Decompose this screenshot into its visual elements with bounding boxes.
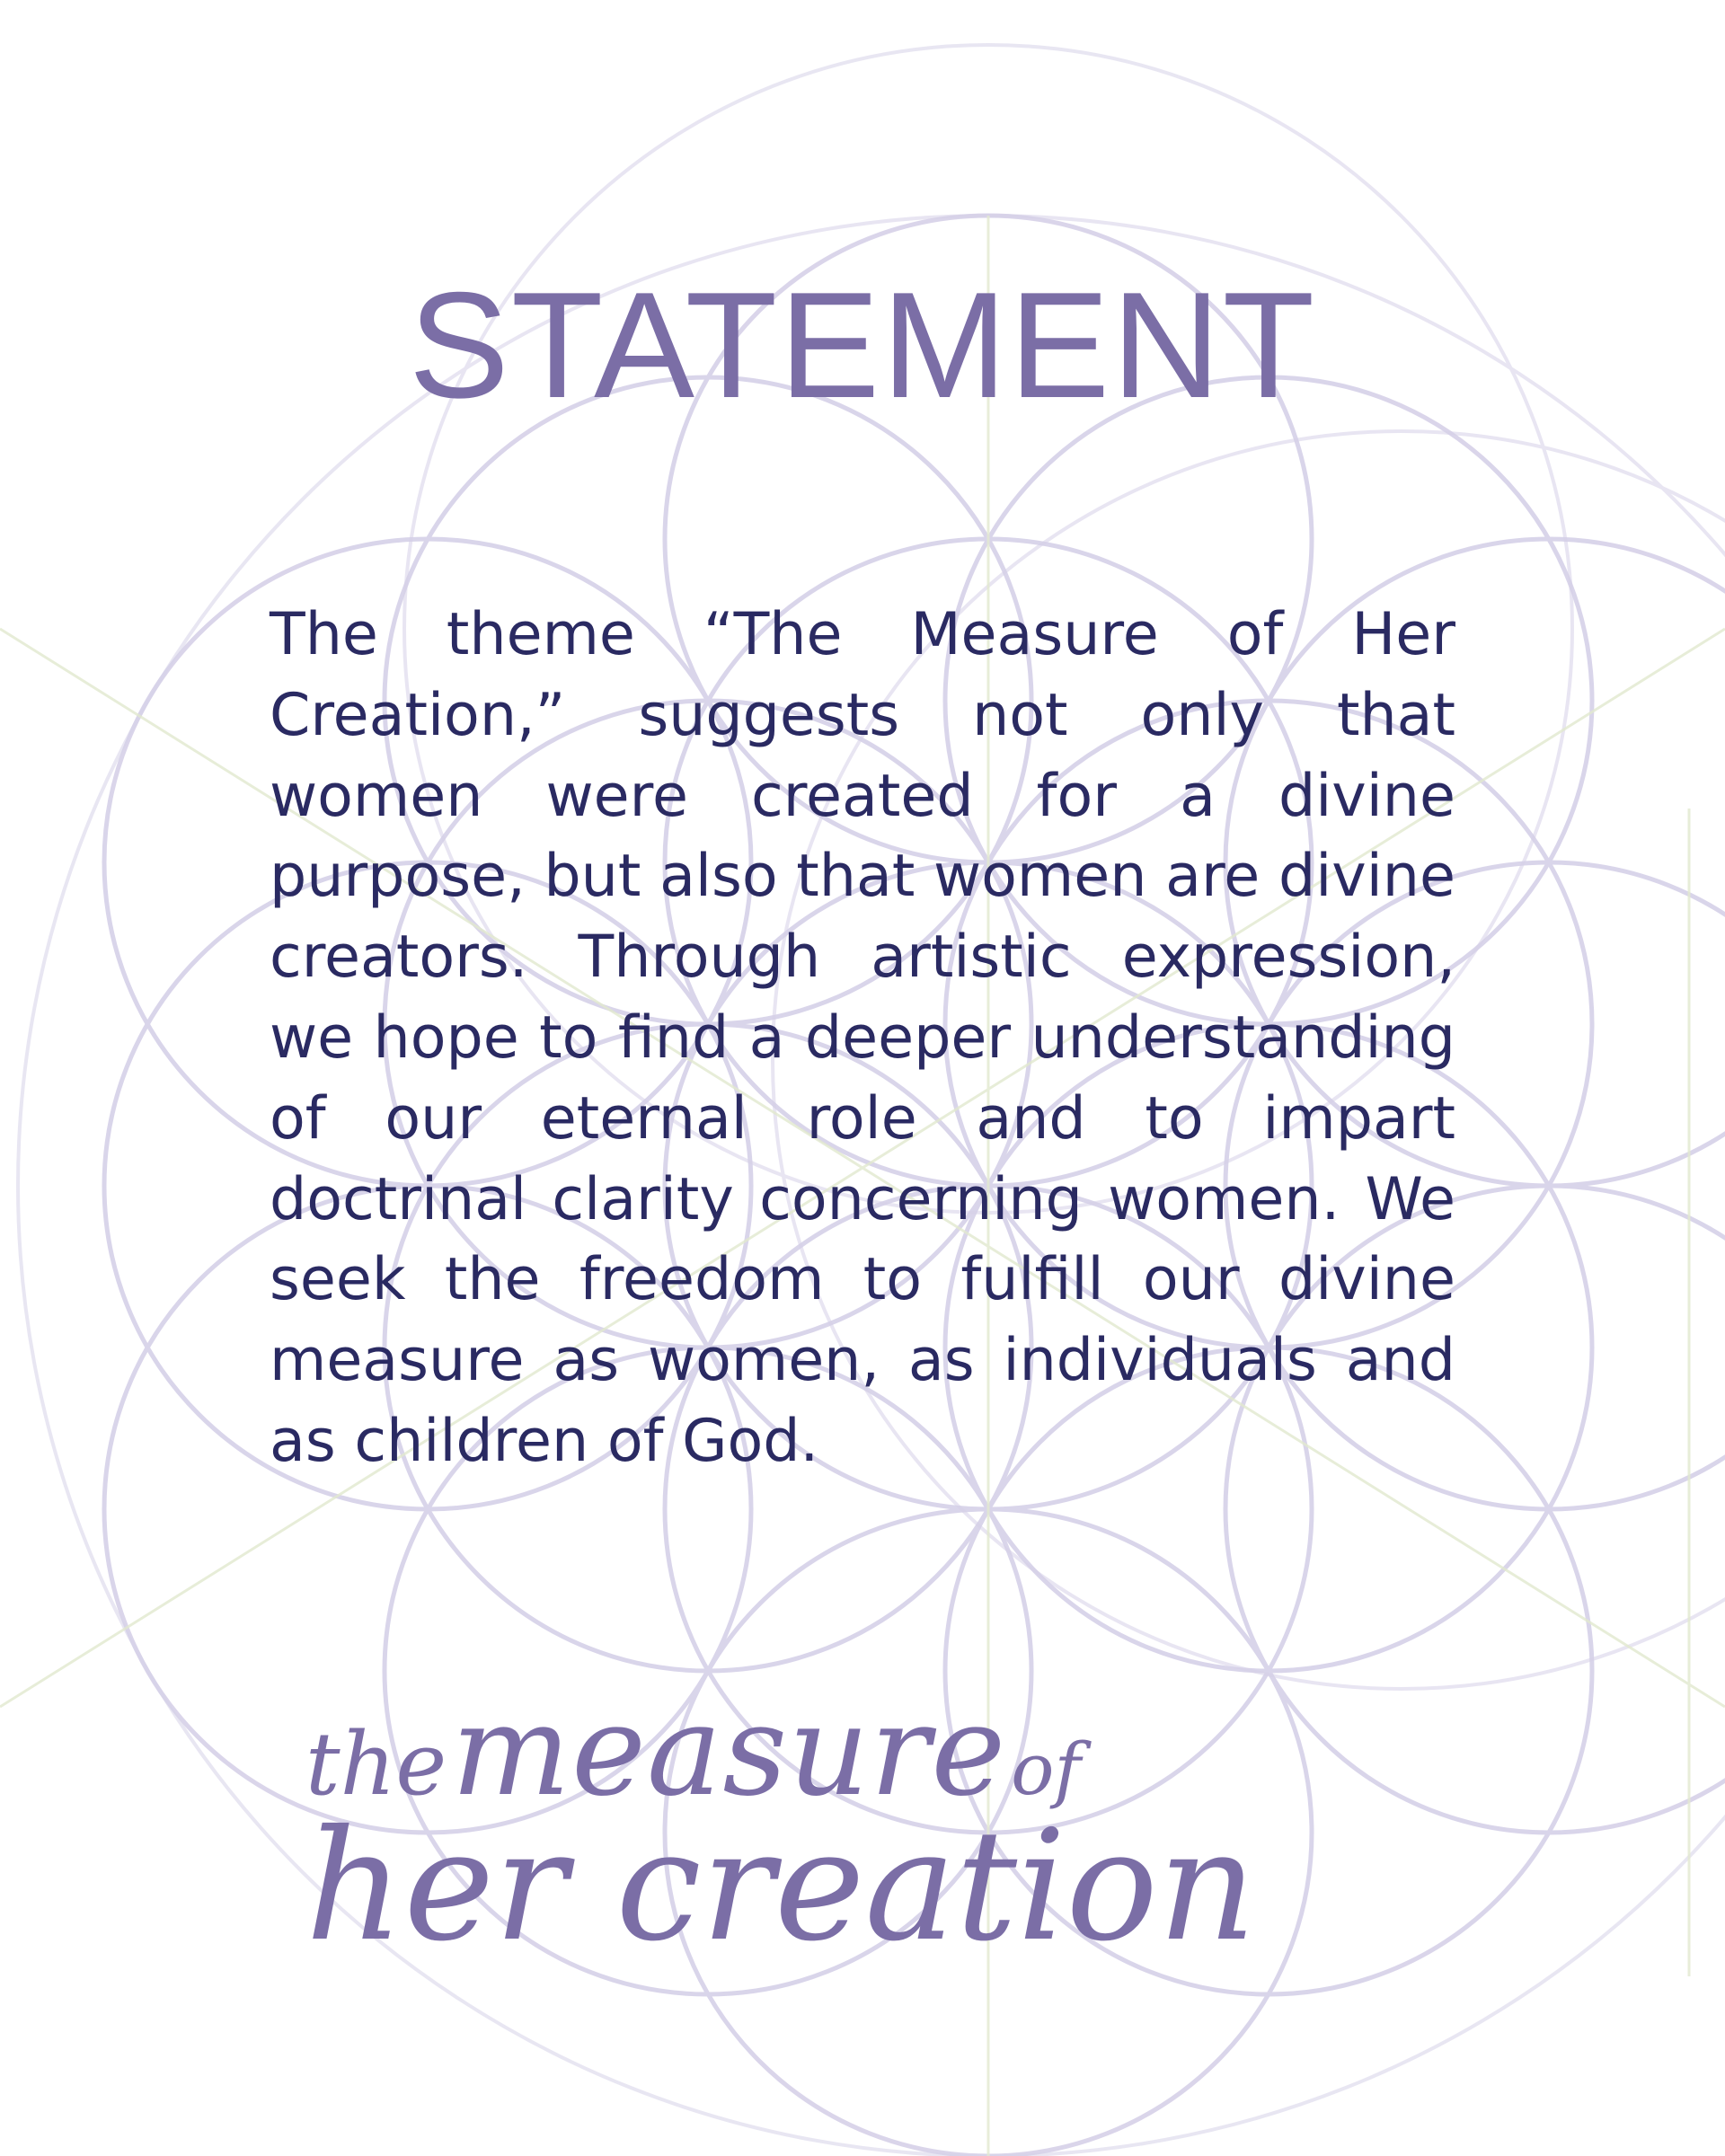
- logo-word-the: the: [305, 1714, 447, 1815]
- logo-word-measure: measure: [451, 1678, 1007, 1825]
- logo-word-of: of: [1011, 1727, 1082, 1811]
- statement-body: The theme “The Measure of Her Creation,” suggests not only that women were created for a divine purpose, but also that women are divine creators. Through artistic expression, we hope to find a deeper understanding of our eternal role and to impart doctrinal clarity concerning women. We seek the freedom to fulfill our divine measure as women, as individuals and as children of God.: [270, 601, 1455, 1475]
- logo-line-2: her creation: [305, 1798, 1257, 1975]
- logo-line-1: [305, 1678, 1082, 1825]
- page-title: STATEMENT: [408, 261, 1317, 429]
- exhibition-logo: [305, 1678, 1438, 1976]
